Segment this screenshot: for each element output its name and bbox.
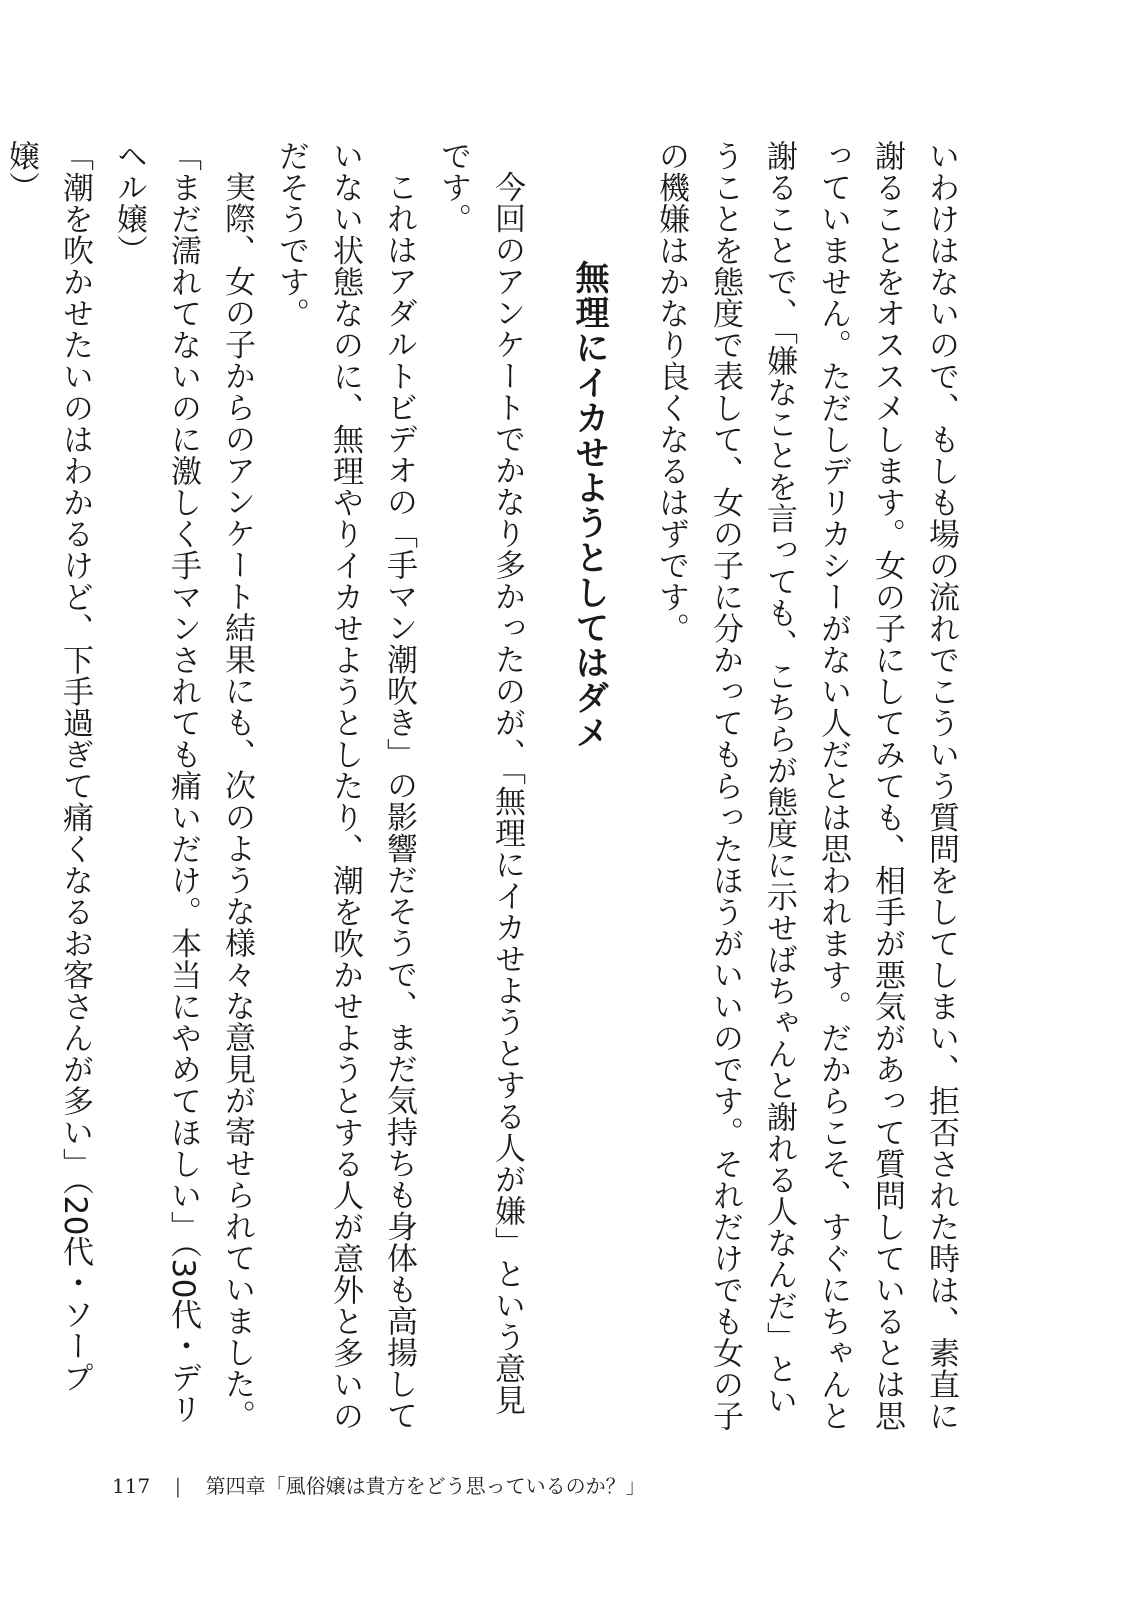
body-paragraph: 今回のアンケートでかなり多かったのが、「無理にイカせようとする人が嫌」という意見です。 bbox=[435, 140, 525, 1416]
quote-paragraph: 「まだ濡れてないのに激しく手マンされても痛いだけ。本当にやめてほしい」（30代・デリヘル嬢） bbox=[111, 140, 201, 1425]
body-paragraph: これはアダルトビデオの「手マン潮吹き」の影響だそうで、まだ気持ちも身体も高揚していない状態なのに、無理やりイカせようとしたり、潮を吹かせようとする人が意外と多いのだそうです。 bbox=[273, 140, 417, 1432]
quote-paragraph: 「潮を吹かせたいのはわかるけど、下手過ぎて痛くなるお客さんが多い」（20代・ソープ嬢） bbox=[3, 140, 93, 1394]
section-heading: 無理にイカせようとしてはダメ bbox=[569, 260, 609, 750]
chapter-title: 第四章「風俗嬢は貴方をどう思っているのか？」 bbox=[205, 1474, 646, 1498]
body-paragraph-continued: いわけはないので、もしも場の流れでこういう質問をしてしまい、拒否された時は、素直に謝ることをオススメします。女の子にしてみても、相手が悪気があって質問しているとは思っていません。ただしデリカシーがない人だとは思われます。だからこそ、すぐにちゃんと謝ることで、「嫌なことを言っても、こちらが態度に示せばちゃんと謝れる人なんだ」ということを態度で表して、女の子に分かってもらったほうがいいのです。それだけでも女の子の機嫌はかなり良くなるはずです。 bbox=[653, 140, 959, 1432]
page-footer bbox=[112, 1470, 646, 1499]
vertical-text-block bbox=[0, 140, 968, 1440]
footer-separator: | bbox=[174, 1474, 182, 1498]
page-number: 117 bbox=[112, 1474, 151, 1498]
body-paragraph: 実際、女の子からのアンケート結果にも、次のような様々な意見が寄せられていました。 bbox=[219, 171, 255, 1431]
